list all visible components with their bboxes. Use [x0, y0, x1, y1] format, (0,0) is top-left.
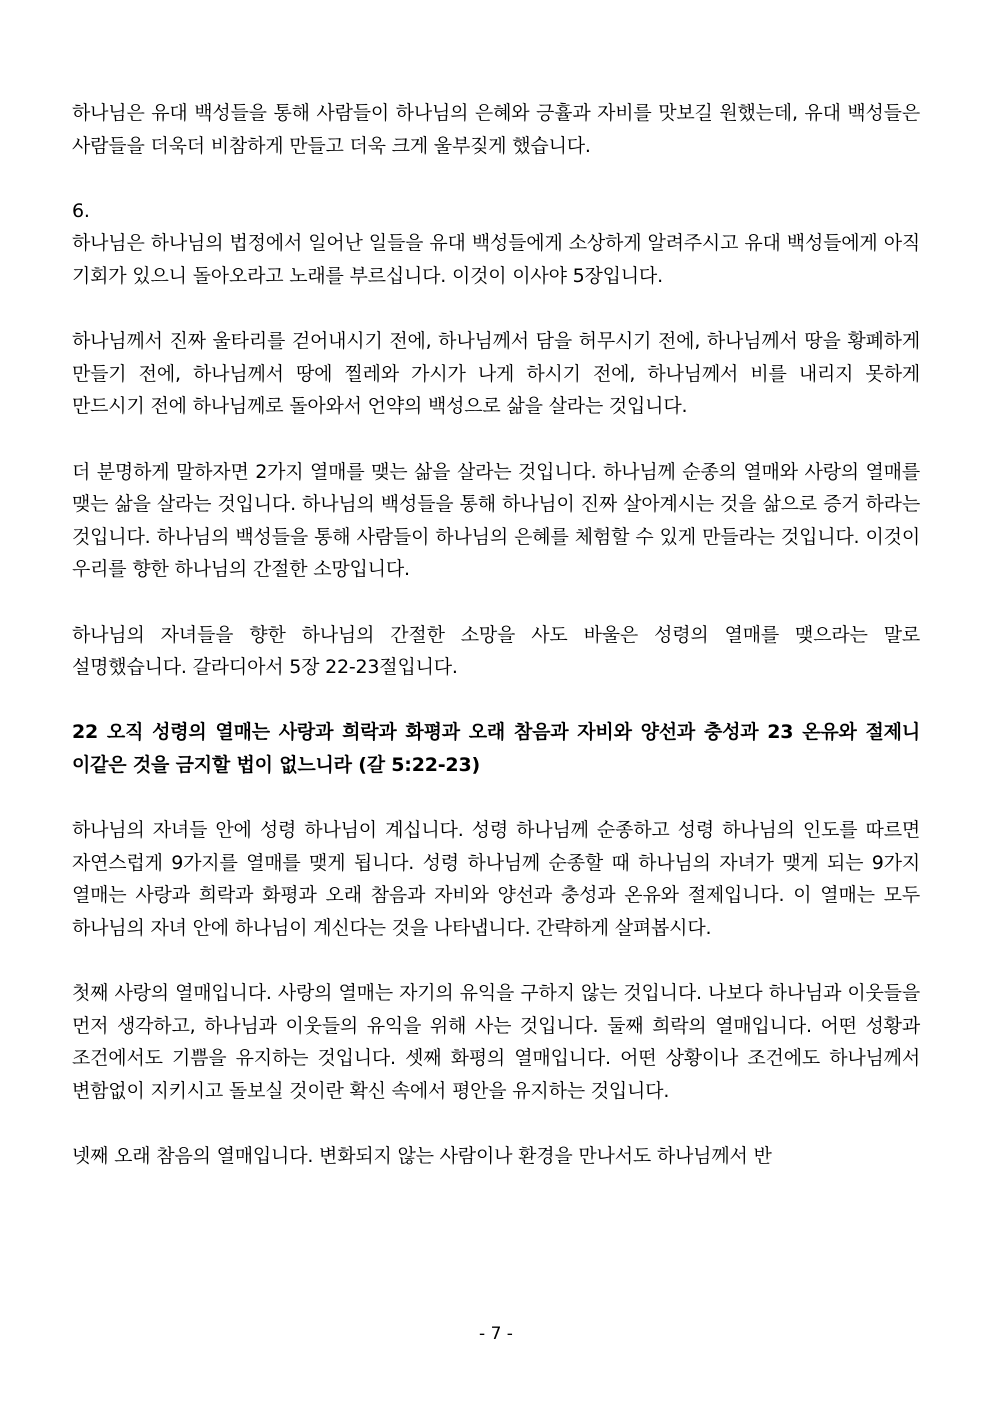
paragraph-5: 하나님의 자녀들을 향한 하나님의 간절한 소망을 사도 바울은 성령의 열매를 맺으라는 말로 설명했습니다. 갈라디아서 5장 22-23절입니다.: [72, 623, 920, 679]
scripture-quote: 22 오직 성령의 열매는 사랑과 희락과 화평과 오래 참음과 자비와 양선과 충성과 23 온유와 절제니 이같은 것을 금지할 법이 없느니라 (갈 5:22-23): [72, 721, 920, 776]
paragraph-4: 더 분명하게 말하자면 2가지 열매를 맺는 삶을 살라는 것입니다. 하나님께 순종의 열매와 사랑의 열매를 맺는 삶을 살라는 것입니다. 하나님의 백성들을 통해 하나님이 진짜 살아계시는 것을 삶으로 증거 하라는 것입니다. 하나님의 백성들을 통해 사람들이 하나님의 은혜를 체험할 수 있게 만들라는 것입니다. 이것이 우리를 향한 하나님의 간절한 소망입니다.: [72, 460, 920, 581]
paragraph-3: 하나님께서 진짜 울타리를 걷어내시기 전에, 하나님께서 담을 허무시기 전에, 하나님께서 땅을 황폐하게 만들기 전에, 하나님께서 땅에 찔레와 가시가 나게 하시기 전에, 하나님께서 비를 내리지 못하게 만드시기 전에 하나님께로 돌아와서 언약의 백성으로 삶을 살라는 것입니다.: [72, 330, 920, 418]
paragraph-7: 첫째 사랑의 열매입니다. 사랑의 열매는 자기의 유익을 구하지 않는 것입니다. 나보다 하나님과 이웃들을 먼저 생각하고, 하나님과 이웃들의 유익을 위해 사는 것입니다. 둘째 희락의 열매입니다. 어떤 성황과 조건에서도 기쁨을 유지하는 것입니다. 셋째 화평의 열매입니다. 어떤 상황이나 조건에도 하나님께서 변함없이 지키시고 돌보실 것이란 확신 속에서 평안을 유지하는 것입니다.: [72, 982, 920, 1102]
section-number: 6.: [72, 199, 90, 222]
page-number: - 7 -: [479, 1324, 513, 1344]
paragraph-1: 하나님은 유대 백성들을 통해 사람들이 하나님의 은혜와 긍휼과 자비를 맛보길 원했는데, 유대 백성들은 사람들을 더욱더 비참하게 만들고 더욱 크게 울부짖게 했습니다.: [72, 102, 920, 157]
paragraph-8: 넷째 오래 참음의 열매입니다. 변화되지 않는 사람이나 환경을 만나서도 하나님께서 반: [72, 1145, 772, 1167]
paragraph-2: 하나님은 하나님의 법정에서 일어난 일들을 유대 백성들에게 소상하게 알려주시고 유대 백성들에게 아직 기회가 있으니 돌아오라고 노래를 부르십니다. 이것이 이사야 5장입니다.: [72, 232, 920, 287]
document-body: [72, 97, 920, 1205]
paragraph-6: 하나님의 자녀들 안에 성령 하나님이 계십니다. 성령 하나님께 순종하고 성령 하나님의 인도를 따르면 자연스럽게 9가지를 열매를 맺게 됩니다. 성령 하나님께 순종할 때 하나님의 자녀가 맺게 되는 9가지 열매는 사랑과 희락과 화평과 오래 참음과 자비와 양선과 충성과 온유와 절제입니다. 이 열매는 모두 하나님의 자녀 안에 하나님이 계신다는 것을 나타냅니다. 간략하게 살펴봅시다.: [72, 819, 920, 939]
